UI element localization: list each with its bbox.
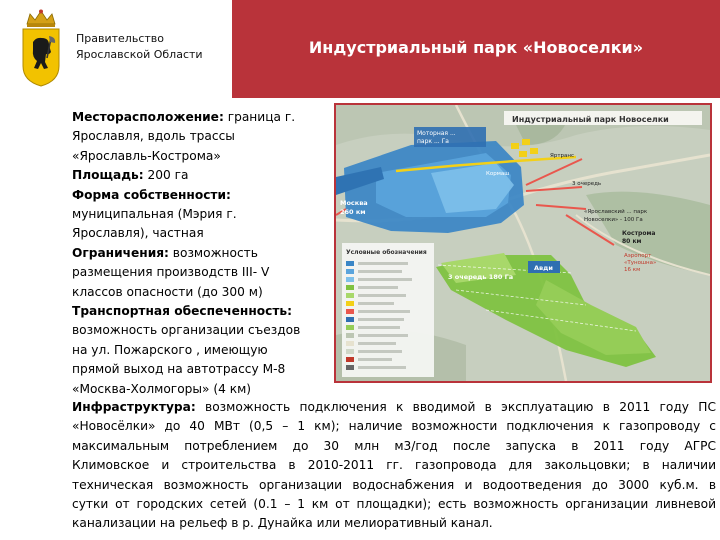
info-line: муниципальная (Мэрия г. [72,207,237,222]
info-line: «Ярославль-Кострома» [72,148,221,163]
map-label-kostroma: Кострома [622,230,656,237]
org-name-line-2: Ярославской Области [76,48,203,61]
map-label-moskva: Москва [340,199,368,207]
map-label-airport-km: 16 км [624,267,641,273]
map-label-plant-top-2: парк ... Га [417,138,449,145]
info-line: классов опасности (до 300 м) [72,284,263,299]
map-label-moskva-km: 260 км [340,208,366,216]
map-label-third-queue-bottom: 3 очередь 180 Га [448,273,514,281]
map-label-plant-top: Моторная ... [417,130,456,137]
info-line-area: Площадь: 200 га [72,168,189,183]
infrastructure-paragraph [72,398,716,534]
map-legend-title: Условные обозначения [346,249,427,256]
info-line: «Москва-Холмогоры» (4 км) [72,381,252,396]
header-left-panel [0,0,232,98]
info-line-ownership-label: Форма собственности: [72,187,231,202]
map-label-third-queue: 3 очередь [572,181,602,187]
info-line: Ярославля, вдоль трассы [72,129,235,144]
infra-line: сутки от городских сетей (0.1 – 1 км от площадки); есть возможность организации ливневой [72,496,716,511]
info-line: на ул. Пожарского , имеющую [72,342,268,357]
map-image [336,105,710,381]
map-label-kostroma-km: 80 км [622,238,642,245]
map-title: Индустриальный парк Новоселки [512,115,669,124]
infra-line: Климовское и строительства в 2010-2011 гг. газопровода для закольцовки; в наличии [72,458,716,473]
info-line-location: Месторасположение: граница г. [72,110,296,124]
info-line: возможность организации съездов [72,323,301,338]
map-label-yartrans: Яртранс [550,153,574,159]
infra-line: Инфраструктура: возможность подключения к вводимой в эксплуатацию в 2011 году ПС [72,400,716,414]
infra-line: техническая возможность организации водоснабжения и водоотведения до 3000 куб.м. в [72,477,716,492]
info-line: прямой выход на автотрассу М-8 [72,362,286,377]
map-label-airport-2: «Туношна» [624,260,657,266]
info-line: Ярославля), частная [72,226,204,241]
park-info-block [72,108,334,399]
coat-of-arms-icon [18,8,64,88]
page-title: Индустриальный парк «Новоселки» [308,38,644,57]
infra-line: максимальным потреблением до 30 млн м3/год после запуска в 2011 году АГРС [72,438,716,453]
map-label-kormash: Кормаш [486,171,510,177]
infra-line: «Новосёлки» до 40 МВт (0,5 – 1 км); наличие возможности подключения к газопроводу с [72,419,716,434]
info-line-restrictions: Ограничения: возможность [72,245,258,260]
map-label-right-park-2: Новоселки» - 100 Га [584,217,643,223]
info-line: размещения производств III- V [72,265,270,280]
map-label-right-park: «Ярославский ... парк [584,209,648,215]
title-banner [232,0,720,98]
map-label-airport: Аэропорт [624,253,652,259]
org-name-line-1: Правительство [76,32,164,45]
info-line-transport-label: Транспортная обеспеченность: [72,304,292,319]
infra-line: канализации на рельеф в р. Дунайка или мелиоративный канал. [72,516,493,531]
slide-header [0,0,720,98]
map-label-avdi: Авди [534,264,553,272]
park-location-map [334,103,712,383]
